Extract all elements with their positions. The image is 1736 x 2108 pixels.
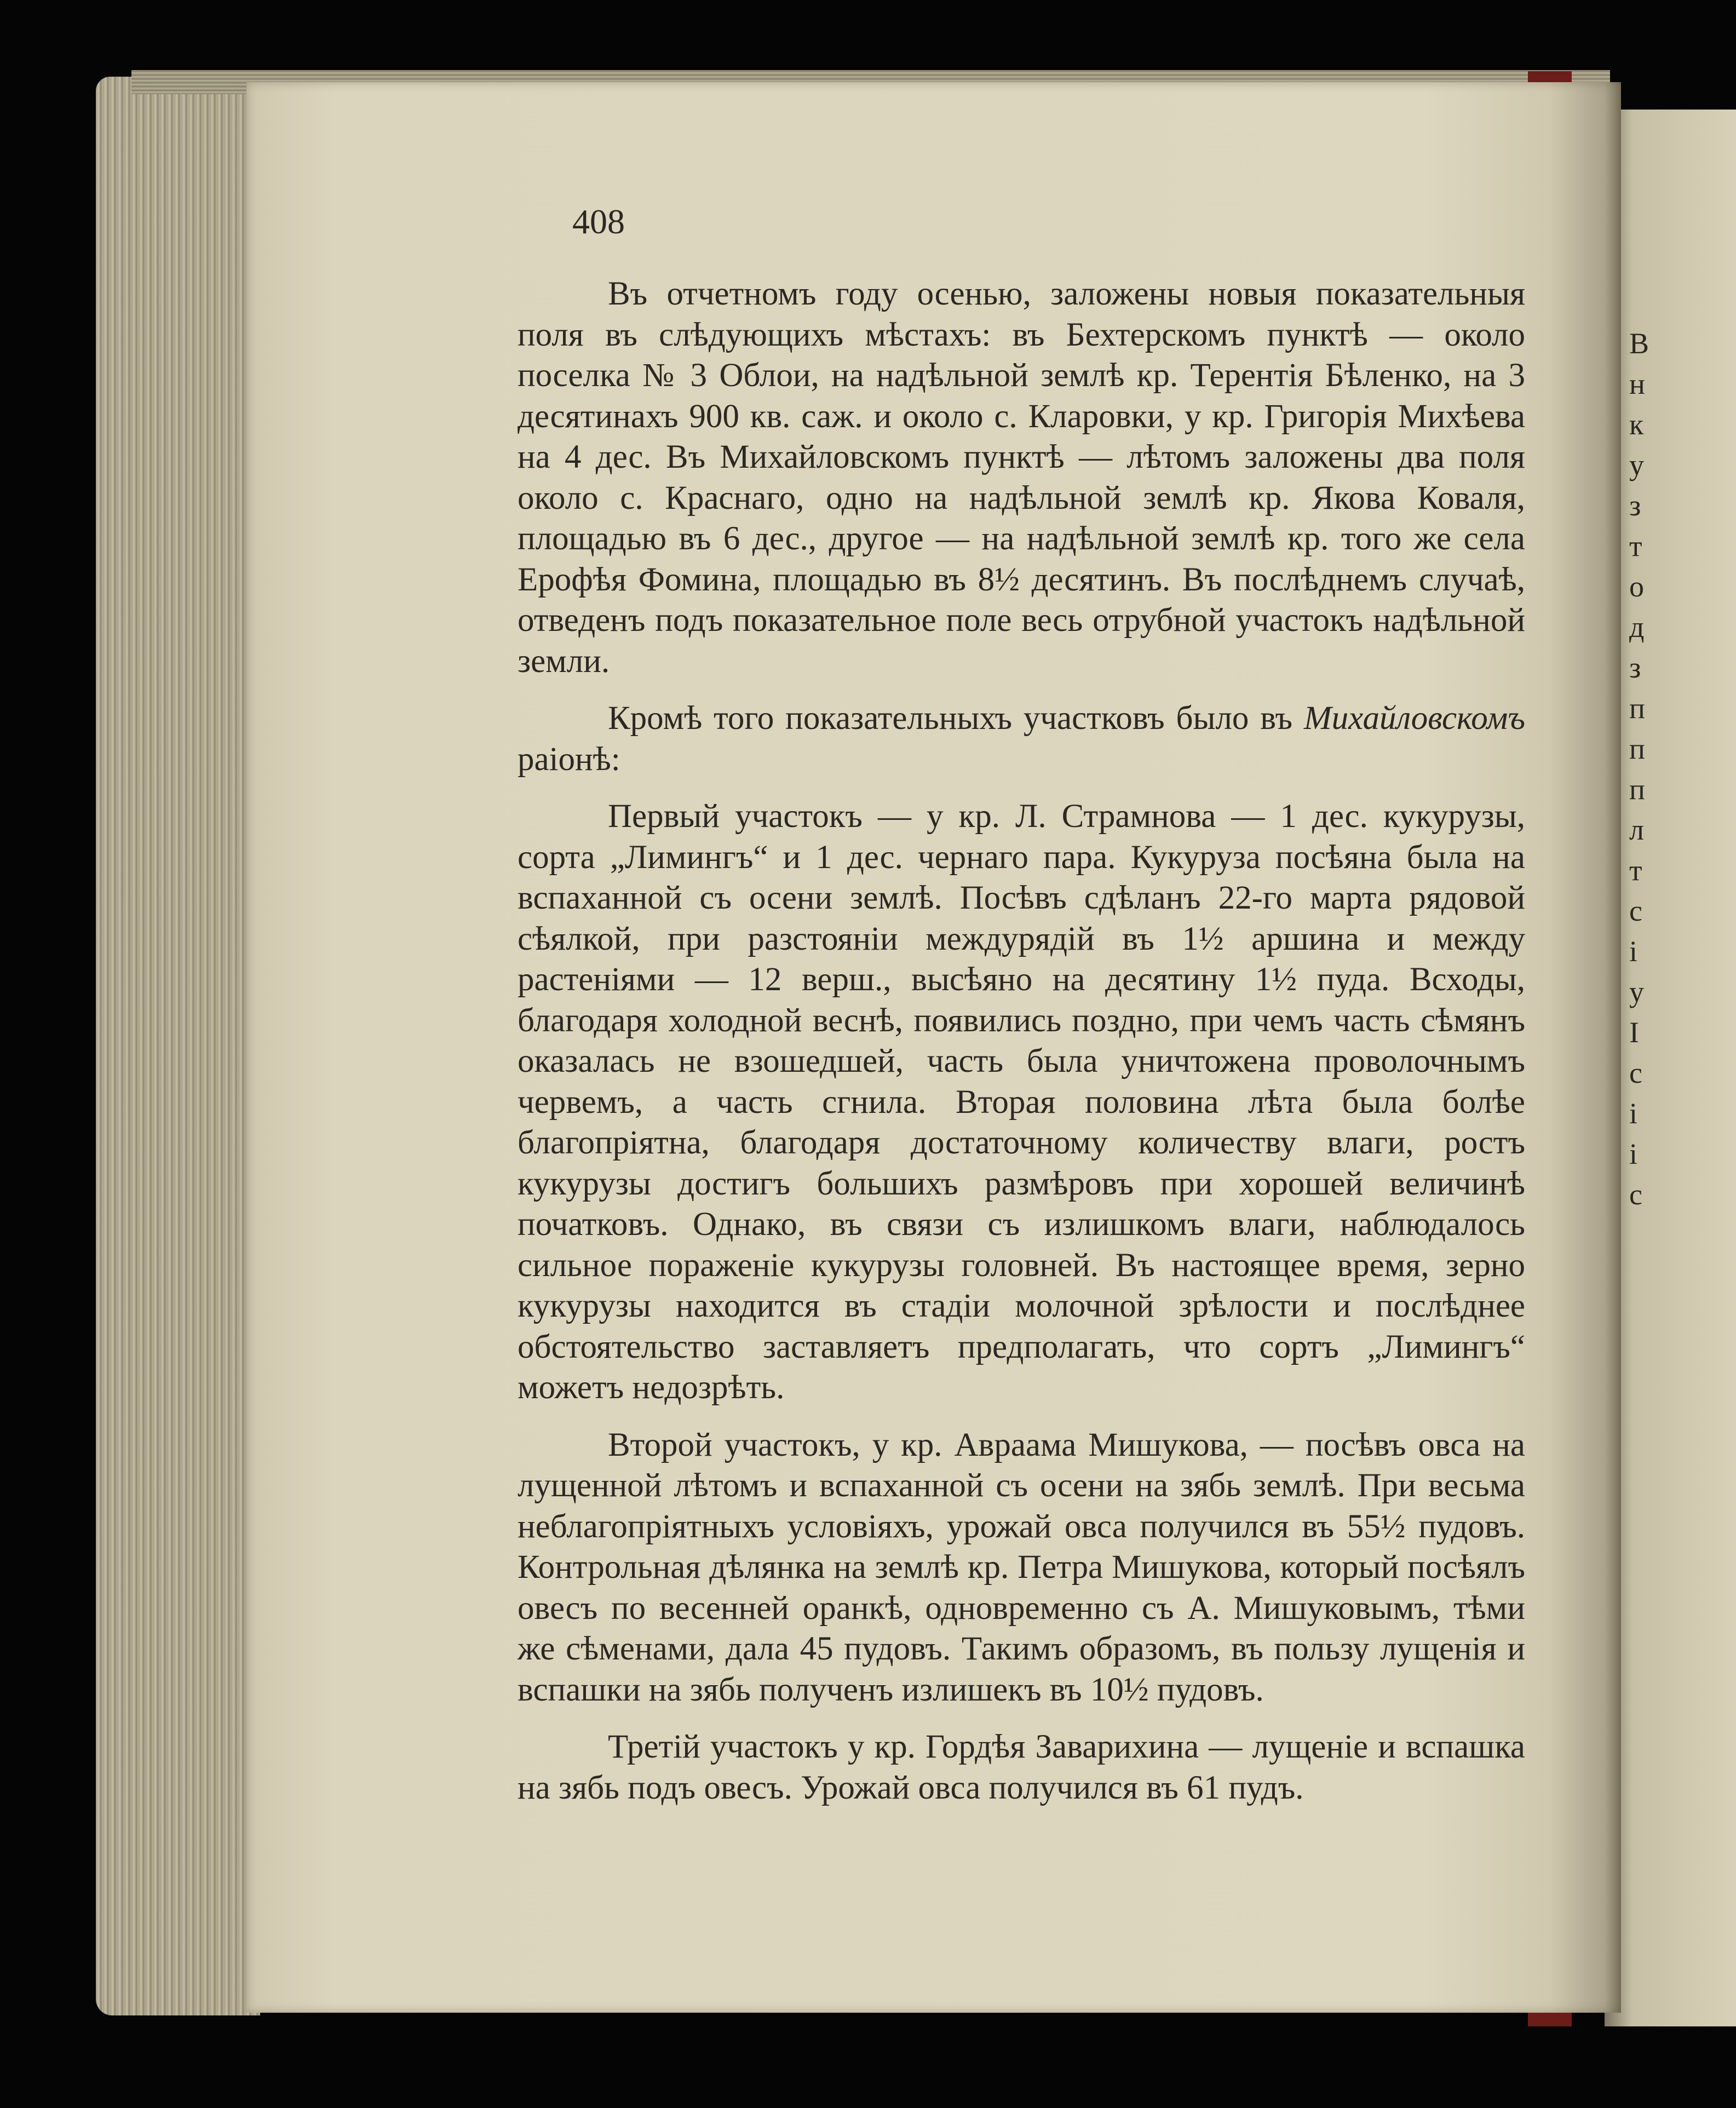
paragraph-4: Второй участокъ, у кр. Авраама Мишукова, — посѣвъ овса на лущенной лѣтомъ и вспаханной съ осени на зябь землѣ. При весьма неблагопріятныхъ условіяхъ, урожай овса получился въ 55½ пудовъ. Контрольная дѣлянка на землѣ кр. Петра Мишукова, который посѣялъ овесъ по весенней оранкѣ, одновременно съ А. Мишуковымъ, тѣми же сѣменами, дала 45 пудовъ. Такимъ образомъ, въ пользу лущенія и вспашки на зябь полученъ излишекъ въ 10½ пудовъ. [518, 1426, 1525, 1708]
facing-page-letter: с [1629, 894, 1642, 927]
facing-page-letter: В [1629, 327, 1649, 360]
paragraph-3: Первый участокъ — у кр. Л. Страмнова — 1 дес. кукурузы, сорта „Лимингъ“ и 1 дес. чернаго пара. Кукуруза посѣяна была на вспаханной съ осени землѣ. Посѣвъ сдѣланъ 22-го марта рядовой сѣялкой, при разстояніи междурядій въ 1½ аршина и между растеніями — 12 верш., высѣяно на десятину 1½ пуда. Всходы, благодаря холодной веснѣ, появились поздно, при чемъ часть сѣмянъ оказалась не взошедшей, часть была уничтожена проволочнымъ червемъ, а часть сгнила. Вторая половина лѣта была болѣе благопріятна, благодаря достаточному количеству влаги, ростъ кукурузы достигъ большихъ размѣровъ при хорошей величинѣ початковъ. Однако, въ связи съ излишкомъ влаги, наблюдалось сильное пораженіе кукурузы головней. Въ настоящее время, зерно кукурузы находится въ стадіи молочной зрѣлости и послѣднее обстоятельство заставляетъ предполагать, что сортъ „Лимингъ“ можетъ недозрѣть. [518, 798, 1525, 1406]
paragraph-1: Въ отчетномъ году осенью, заложены новыя показательныя поля въ слѣдующихъ мѣстахъ: въ Бехтерскомъ пунктѣ — около поселка № 3 Облои, на надѣльной землѣ кр. Терентія Бѣленко, на 3 десятинахъ 900 кв. саж. и около с. Кларовки, у кр. Григорія Михѣева на 4 дес. Въ Михайловскомъ пунктѣ — лѣтомъ заложены два поля около с. Краснаго, одно на надѣльной землѣ кр. Якова Коваля, площадью въ 6 дес., другое — на надѣльной землѣ кр. того же села Ерофѣя Фомина, площадью въ 8½ десятинъ. Въ послѣднемъ случаѣ, отведенъ подъ показательное поле весь отрубной участокъ надѣльной земли. [518, 275, 1525, 680]
facing-page-letter: с [1629, 1178, 1642, 1211]
page-edges-left [96, 77, 260, 2015]
facing-page-letter: д [1629, 611, 1645, 644]
paragraph-5: Третій участокъ у кр. Гордѣя Заварихина — лущеніе и вспашка на зябь подъ овесъ. Урожай овса получился въ 61 пудъ. [518, 1728, 1525, 1806]
facing-page-text [1629, 323, 1733, 1747]
facing-page-letter: о [1629, 570, 1644, 603]
facing-page-letter: і [1629, 1097, 1638, 1130]
paragraph-2-tail: раіонѣ: [518, 740, 620, 778]
facing-page-letter: і [1629, 1138, 1638, 1170]
facing-page-letter: к [1629, 408, 1644, 441]
facing-page-letter: п [1629, 692, 1645, 725]
facing-page-letter: і [1629, 935, 1638, 968]
facing-page-letter: у [1629, 975, 1644, 1008]
page-text [518, 203, 1525, 1808]
page-number: 408 [572, 202, 625, 241]
facing-page-letter: п [1629, 732, 1645, 765]
facing-page-letter: п [1629, 773, 1645, 806]
paragraph-2-lead: Кромѣ того показательныхъ участковъ было въ [608, 700, 1293, 737]
facing-page-letter: т [1629, 530, 1642, 562]
facing-page-letter: у [1629, 449, 1644, 481]
facing-page-letter: з [1629, 489, 1641, 522]
paragraph-2 [518, 698, 1525, 780]
facing-page-letter: л [1629, 813, 1644, 846]
facing-page-letter: т [1629, 854, 1642, 887]
facing-page-letter: І [1629, 1016, 1639, 1049]
facing-page-letter: с [1629, 1056, 1642, 1089]
paragraph-2-italic: Михайловскомъ [1303, 700, 1526, 737]
facing-page-letter: н [1629, 367, 1645, 400]
facing-page-letter: з [1629, 651, 1641, 684]
